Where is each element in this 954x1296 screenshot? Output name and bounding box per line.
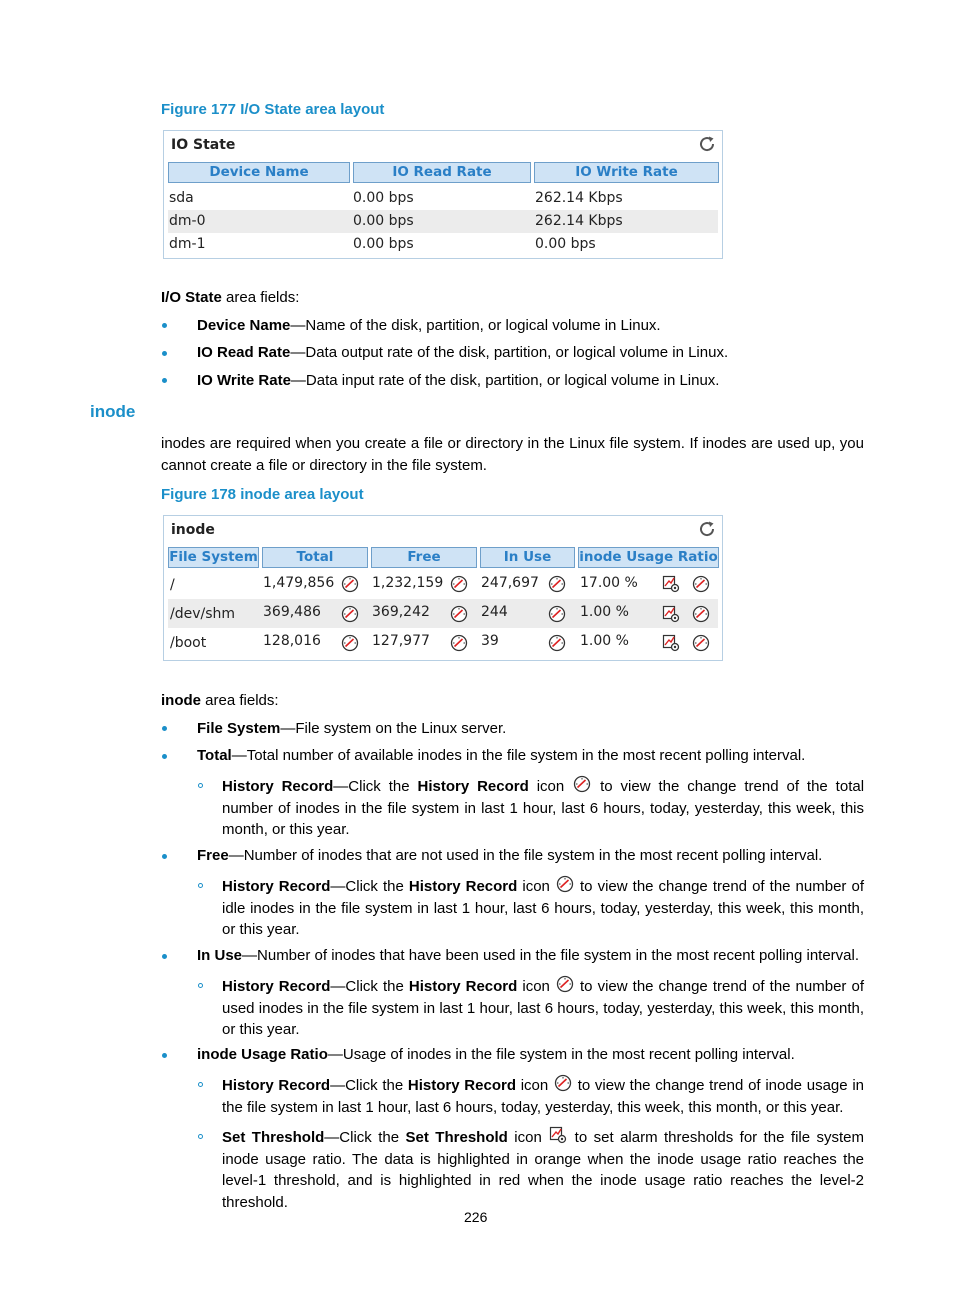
text: —Click the [333, 778, 418, 795]
inode-fields-intro-rest: area fields: [201, 692, 279, 709]
io-fields-intro-rest: area fields: [221, 289, 300, 306]
sub-bullet-icon [198, 783, 203, 788]
text: to view the change trend of the number of idle inodes in the file system in last 1 hour, last 6 hours, today, yesterday, this week, this month, or this year. [222, 878, 864, 938]
bullet-icon [162, 754, 167, 759]
text: icon [517, 878, 555, 895]
desc: —File system on the Linux server. [280, 720, 507, 737]
file-system-cell: /boot [170, 635, 207, 651]
list-item [197, 718, 506, 740]
inode-panel [163, 515, 723, 661]
inode-fields-intro-bold: inode [161, 692, 201, 709]
io-write-cell: 262.14 Kbps [535, 190, 623, 206]
sub-bullet-icon [198, 983, 203, 988]
term: Device Name [197, 317, 291, 334]
device-name-cell: dm-0 [169, 213, 206, 229]
term: Free [197, 847, 229, 864]
sub-list-item [222, 975, 864, 1041]
table-row [168, 570, 718, 599]
total-cell: 1,479,856 [263, 575, 335, 591]
io-state-panel [163, 130, 723, 259]
in-use-cell: 244 [481, 604, 508, 620]
page-number: 226 [464, 1209, 488, 1225]
list-item [197, 1044, 795, 1066]
device-name-cell: sda [169, 190, 194, 206]
history-record-icon[interactable] [341, 605, 359, 623]
term: In Use [197, 947, 243, 964]
io-read-cell: 0.00 bps [353, 236, 414, 252]
history-record-icon[interactable] [548, 575, 566, 593]
bullet-icon [162, 351, 167, 356]
history-record-icon[interactable] [692, 575, 710, 593]
desc: —Data input rate of the disk, partition, or logical volume in Linux. [290, 372, 720, 389]
column-header-free[interactable]: Free [371, 547, 477, 568]
column-header-io-read-rate[interactable]: IO Read Rate [353, 162, 531, 183]
history-record-icon[interactable] [692, 634, 710, 652]
list-item [197, 370, 719, 392]
desc: —Name of the disk, partition, or logical volume in Linux. [290, 317, 661, 334]
usage-ratio-cell: 17.00 % [580, 575, 638, 591]
column-header-in-use[interactable]: In Use [480, 547, 575, 568]
list-item [197, 315, 661, 337]
set-threshold-icon[interactable] [662, 575, 680, 593]
table-row [168, 187, 718, 210]
io-fields-intro [161, 287, 299, 309]
sub-list-item [222, 775, 864, 841]
term: History Record [417, 778, 529, 795]
device-name-cell: dm-1 [169, 236, 206, 252]
column-header-inode-usage-ratio[interactable]: inode Usage Ratio [578, 547, 719, 568]
in-use-cell: 247,697 [481, 575, 539, 591]
sub-list-item [222, 875, 864, 941]
text: —Click the [330, 978, 409, 995]
usage-ratio-cell: 1.00 % [580, 604, 629, 620]
io-read-cell: 0.00 bps [353, 190, 414, 206]
term: IO Write Rate [197, 372, 291, 389]
total-cell: 128,016 [263, 633, 321, 649]
term: History Record [222, 1077, 331, 1094]
io-read-cell: 0.00 bps [353, 213, 414, 229]
file-system-cell: / [170, 577, 175, 593]
set-threshold-icon [548, 1126, 568, 1144]
refresh-icon[interactable] [698, 520, 716, 538]
term: History Record [407, 1077, 516, 1094]
history-record-icon[interactable] [450, 634, 468, 652]
term: History Record [408, 978, 518, 995]
term: inode Usage Ratio [197, 1046, 328, 1063]
history-record-icon[interactable] [341, 634, 359, 652]
history-record-icon [572, 775, 592, 793]
file-system-cell: /dev/shm [170, 606, 236, 622]
io-write-cell: 262.14 Kbps [535, 213, 623, 229]
io-write-cell: 0.00 bps [535, 236, 596, 252]
list-item [197, 745, 805, 767]
bullet-icon [162, 378, 167, 383]
text: to set alarm thresholds for the file system inode usage ratio. The data is highlighted in orange when the inode usage ratio reaches the level-1 threshold, and is highlighted in red when the inode usage ratio reaches the level-2 threshold. [222, 1129, 865, 1211]
term: History Record [222, 878, 331, 895]
free-cell: 1,232,159 [372, 575, 444, 591]
section-title-inode: inode [90, 402, 136, 421]
table-row [168, 599, 718, 628]
text: to view the change trend of the number of used inodes in the file system in last 1 hour, last 6 hours, today, yesterday, this week, this month, or this year. [222, 978, 864, 1038]
desc: —Usage of inodes in the file system in the most recent polling interval. [327, 1046, 795, 1063]
refresh-icon[interactable] [698, 135, 716, 153]
term: History Record [222, 978, 331, 995]
list-item [197, 945, 859, 967]
list-item [197, 845, 822, 867]
panel-title: inode [171, 522, 215, 538]
panel-title: IO State [171, 137, 236, 153]
bullet-icon [162, 854, 167, 859]
desc: —Total number of available inodes in the file system in the most recent polling interval. [231, 747, 806, 764]
column-header-file-system[interactable]: File System [168, 547, 259, 568]
text: to view the change trend of inode usage in the file system in last 1 hour, last 6 hours, today, yesterday, this week, this month, or this year. [222, 1077, 865, 1116]
sub-list-item [222, 1126, 864, 1213]
figure-177-caption: Figure 177 I/O State area layout [161, 101, 385, 118]
history-record-icon[interactable] [692, 605, 710, 623]
bullet-icon [162, 954, 167, 959]
in-use-cell: 39 [481, 633, 499, 649]
text: —Click the [324, 1129, 406, 1146]
set-threshold-icon[interactable] [662, 634, 680, 652]
sub-list-item [222, 1074, 864, 1118]
term: History Record [408, 878, 518, 895]
term: Total [197, 747, 232, 764]
text: to view the change trend of the total number of inodes in the file system in last 1 hour, last 6 hours, today, yesterday, this week, this month, or this year. [222, 778, 865, 838]
desc: —Number of inodes that have been used in the file system in the most recent polling interval. [242, 947, 860, 964]
text: —Click the [330, 1077, 408, 1094]
text: —Click the [330, 878, 409, 895]
sub-bullet-icon [198, 883, 203, 888]
bullet-icon [162, 1053, 167, 1058]
inode-fields-intro [161, 690, 279, 712]
table-row [168, 210, 718, 233]
list-item [197, 342, 728, 364]
term: History Record [222, 778, 334, 795]
table-row [168, 628, 718, 657]
term: File System [197, 720, 281, 737]
usage-ratio-cell: 1.00 % [580, 633, 629, 649]
history-record-icon[interactable] [450, 605, 468, 623]
desc: —Data output rate of the disk, partition, or logical volume in Linux. [290, 344, 729, 361]
sub-bullet-icon [198, 1082, 203, 1087]
desc: —Number of inodes that are not used in the file system in the most recent polling interval. [228, 847, 823, 864]
bullet-icon [162, 323, 167, 328]
term: IO Read Rate [197, 344, 291, 361]
column-header-total[interactable]: Total [262, 547, 368, 568]
history-record-icon [555, 875, 575, 893]
history-record-icon [553, 1074, 573, 1092]
total-cell: 369,486 [263, 604, 321, 620]
set-threshold-icon[interactable] [662, 605, 680, 623]
term: Set Threshold [405, 1129, 508, 1146]
history-record-icon [555, 975, 575, 993]
history-record-icon[interactable] [548, 605, 566, 623]
free-cell: 369,242 [372, 604, 430, 620]
sub-bullet-icon [198, 1134, 203, 1139]
term: Set Threshold [222, 1129, 325, 1146]
text: icon [507, 1129, 549, 1146]
bullet-icon [162, 726, 167, 731]
history-record-icon[interactable] [341, 575, 359, 593]
text: icon [528, 778, 573, 795]
text: icon [517, 978, 555, 995]
column-header-io-write-rate[interactable]: IO Write Rate [534, 162, 719, 183]
table-row [168, 233, 718, 256]
history-record-icon[interactable] [548, 634, 566, 652]
column-header-device-name[interactable]: Device Name [168, 162, 350, 183]
inode-paragraph: inodes are required when you create a file or directory in the Linux file system. If inodes are used up, you cannot create a file or directory in the file system. [161, 435, 864, 474]
io-fields-intro-bold: I/O State [161, 289, 222, 306]
text: icon [516, 1077, 553, 1094]
free-cell: 127,977 [372, 633, 430, 649]
figure-178-caption: Figure 178 inode area layout [161, 486, 364, 503]
history-record-icon[interactable] [450, 575, 468, 593]
